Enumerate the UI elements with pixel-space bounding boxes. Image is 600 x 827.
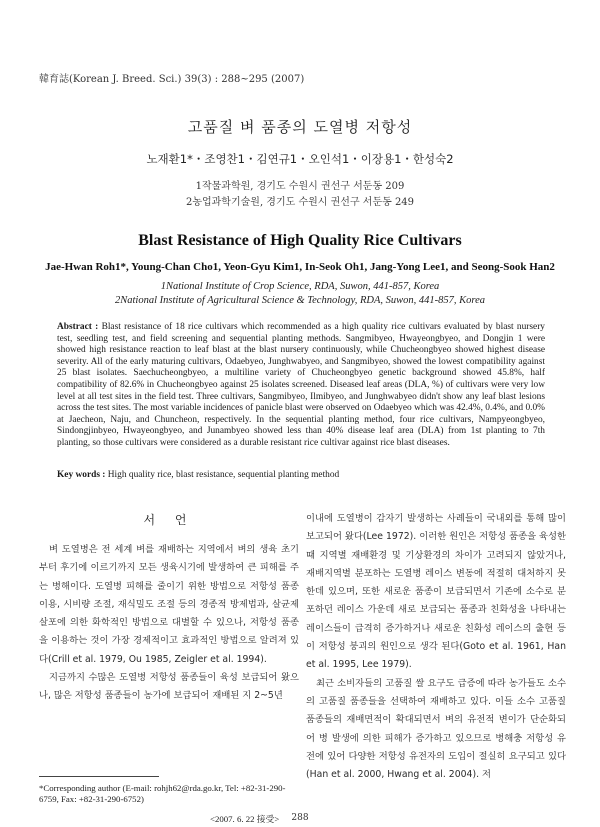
abstract-label: Abstract : bbox=[57, 322, 99, 332]
korean-affiliation-1: 1작물과학원, 경기도 수원시 권선구 서둔동 209 bbox=[195, 181, 405, 192]
page-number: 288 bbox=[291, 813, 309, 823]
keywords bbox=[57, 470, 545, 480]
korean-authors: 노재환1*・조영찬1・김연규1・오인석1・이장용1・한성숙2 bbox=[146, 152, 454, 166]
right-paragraph-2: 최근 소비자들의 고품질 쌀 요구도 급증에 따라 농가들도 소수의 고품질 품종들을 선택하여 재배하고 있다. 이들 소수 고품질 품종들의 재배면적이 확대되면서 벼의 유전적 변이가 단순화되어 병 발생에 의한 피해가 증가하고 있으므로 병해충 저항성 유전에 있어 다양한 저항성 유전자의 도입이 절실히 요구되고 있다(Han et al. 2000, Hwang et al. 2004). 저 bbox=[306, 677, 566, 781]
corresponding-author-footnote: *Corresponding author (E-mail: rohjh62@rda.go.kr, Tel: +82-31-290-6759, Fax: +82-31-290-6752) bbox=[39, 783, 286, 804]
english-title: Blast Resistance of High Quality Rice Cultivars bbox=[138, 232, 462, 249]
korean-affiliation-2: 2농업과학기술원, 경기도 수원시 권선구 서둔동 249 bbox=[185, 197, 415, 208]
footnote-divider bbox=[39, 776, 159, 777]
abstract bbox=[57, 322, 545, 450]
keywords-label: Key words : bbox=[57, 470, 106, 480]
abstract-text: Blast resistance of 18 rice cultivars which recommended as a high quality rice cultivars evaluated by blast nursery test, seedling test, and field screening and sequential planting methods. Sangmibyeo, Hwayeongbyeo, and Dongjin 1 were showed high resistance reaction to leaf blast at the blast nursery continuously, while Chucheongbyeo showed highest disease severity. All of the early maturing cultivars, Odaebyeo, Junghwabyeo, and Sangmibyeo, showed the lowest compatibility against 25 blast isolates. Saechucheongbyeo, a multiline variety of Chucheongbyeo genetic background showed 45.8%, half compatibility of 82.6% in Chucheongbyeo against 25 isolates screened. Diseased leaf areas (DLA, %) of cultivars were very low level at all test sites in the field test. Three cultivars, Sangmibyeo, Ilmibyeo, and Junghwabyeo didn't show any leaf blast lesions across the test sites. The most variable incidences of panicle blast were observed on Odaebyeo which was 42.4%, 0.4%, and 0.0% at Jaecheon, Naju, and Chuncheon, respectively. In the sequential planting method, four rice cultivars, Nampyeongbyeo, Sindongjinbyeo, Hwayeongbyeo, and Junambyeo showed less than 40% disease leaf area (DLA) from 1st planting to 7th planting, so those cultivars were considered as a durable resistant rice cultivar against rice blast diseases. bbox=[57, 322, 545, 448]
left-paragraph-2: 지금까지 수많은 도열병 저항성 품종들이 육성 보급되어 왔으나, 많은 저항성 품종들이 농가에 보급되어 재배된 지 2~5년 bbox=[39, 672, 299, 702]
keywords-text: High quality rice, blast resistance, sequential planting method bbox=[107, 470, 340, 480]
korean-title: 고품질 벼 품종의 도열병 저항성 bbox=[187, 118, 413, 136]
english-affiliation-1: 1National Institute of Crop Science, RDA, Suwon, 441-857, Korea bbox=[160, 281, 440, 292]
section-title-introduction: 서 언 bbox=[143, 513, 195, 527]
right-column bbox=[306, 510, 566, 784]
left-column bbox=[39, 541, 299, 706]
left-paragraph-1: 벼 도열병은 전 세계 벼를 재배하는 지역에서 벼의 생육 초기부터 후기에 이르기까지 모든 생육시기에 발생하여 큰 피해를 주는 병해이다. 도열병 피해를 줄이기 위한 방법으로 저항성 품종 이용, 시비량 조절, 재식밀도 조절 등의 경종적 방제법과, 살균제 살포에 의한 화학적인 방법으로 대별할 수 있으나, 저항성 품종을 이용하는 것이 가장 경제적이고 효과적인 방법으로 알려져 있다(Crill et al. 1979, Ou 1985, Zeigler et al. 1994). bbox=[39, 544, 299, 665]
english-affiliation-2: 2National Institute of Agricultural Science & Technology, RDA, Suwon, 441-857, Korea bbox=[114, 295, 485, 306]
received-date: <2007. 6. 22 接受> bbox=[210, 814, 280, 824]
english-authors: Jae-Hwan Roh1*, Young-Chan Cho1, Yeon-Gyu Kim1, In-Seok Oh1, Jang-Yong Lee1, and Seong-Sook Han2 bbox=[45, 261, 555, 273]
right-paragraph-1: 이내에 도열병이 감자기 발생하는 사례들이 국내외를 통해 많이 보고되어 왔다(Lee 1972). 이러한 원인은 저항성 품종을 육성한 때 지역별 재배환경 및 기상환경의 차이가 고려되지 않았거나, 재배지역별 분포하는 도열병 레이스 변동에 적절히 대처하지 못한데 있으며, 또한 새로운 품종이 보급되면서 기존에 소수로 분포하던 레이스 가운데 새로 보급되는 품종과 친화성을 나타내는 레이스들이 급격히 증가하거나 새로운 친화성 레이스의 출현 등이 저항성 붕괴의 원인으로 생각 된다(Goto et al. 1961, Han et al. 1995, Lee 1979). bbox=[306, 513, 566, 671]
journal-citation: 韓育誌(Korean J. Breed. Sci.) 39(3) : 288~295 (2007) bbox=[39, 74, 305, 85]
